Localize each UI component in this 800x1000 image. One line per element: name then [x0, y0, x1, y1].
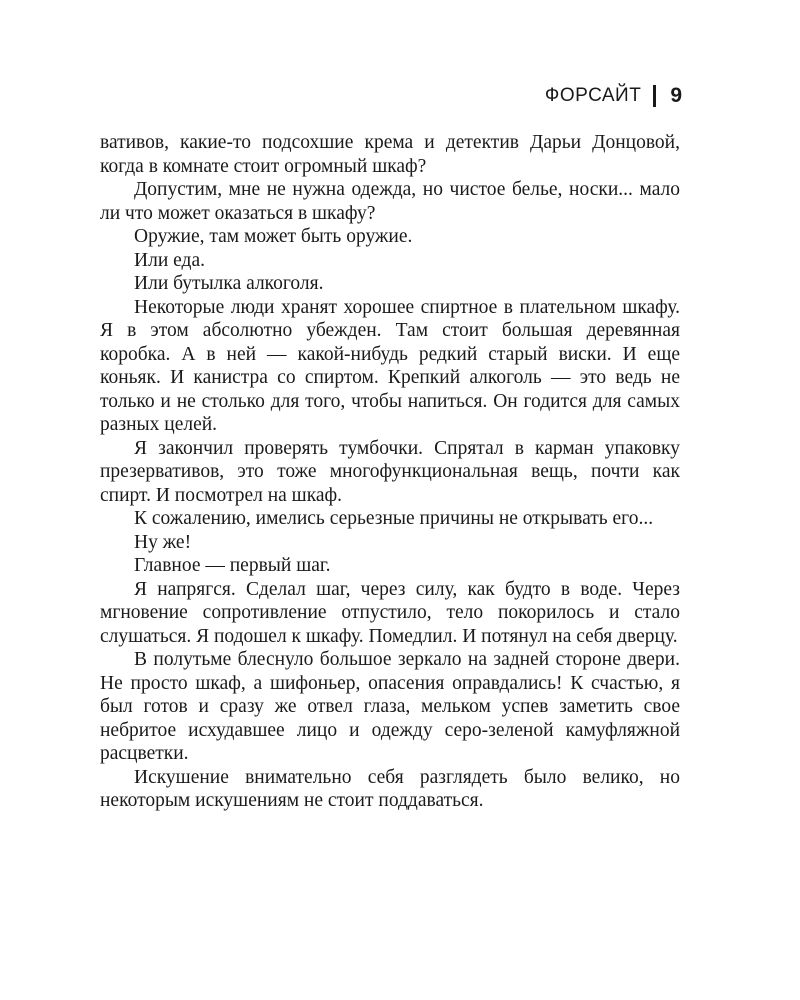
paragraph: вативов, какие-то подсохшие крема и детектив Дарьи Донцовой, когда в комнате стоит огромный шкаф?: [100, 132, 680, 177]
paragraph: Я напрягся. Сделал шаг, через силу, как будто в воде. Через мгновение сопротивление отпустило, тело покорилось и стало слушаться. Я подошел к шкафу. Помедлил. И потянул на себя дверцу.: [100, 578, 680, 647]
paragraph: Ну же!: [134, 531, 192, 553]
paragraph: Я закончил проверять тумбочки. Спрятал в карман упаковку презервативов, это тоже многофункциональная вещь, почти как спирт. И посмотрел на шкаф.: [100, 437, 680, 506]
paragraph: Главное — первый шаг.: [134, 555, 331, 576]
running-title: ФОРСАЙТ: [544, 85, 642, 106]
body-text: [100, 131, 680, 813]
paragraph: Искушение внимательно себя разглядеть было велико, но некоторым искушениям не стоит поддаваться.: [100, 766, 680, 811]
header-divider: [653, 85, 656, 107]
paragraph: Допустим, мне не нужна одежда, но чистое белье, носки... мало ли что может оказаться в шкафу?: [100, 179, 680, 224]
paragraph: В полутьме блеснуло большое зеркало на задней стороне двери. Не просто шкаф, а шифоньер, опасения оправдались! К счастью, я был готов и сразу же отвел глаза, мельком успев заметить свое небритое исхудавшее лицо и одежду серо-зеленой камуфляжной расцветки.: [100, 649, 680, 764]
paragraph: К сожалению, имелись серьезные причины не открывать его...: [134, 508, 654, 529]
paragraph: Или бутылка алкоголя.: [134, 273, 324, 294]
paragraph: Некоторые люди хранят хорошее спиртное в плательном шкафу. Я в этом абсолютно убежден. Там стоит большая деревянная коробка. А в ней — какой-нибудь редкий старый виски. И еще коньяк. И канистра со спиртом. Крепкий алкоголь — это ведь не только и не столько для того, чтобы напиться. Он годится для самых разных целей.: [100, 296, 680, 435]
paragraph: Или еда.: [134, 249, 205, 271]
running-header: [545, 84, 682, 108]
page-number: 9: [670, 84, 682, 107]
paragraph: Оружие, там может быть оружие.: [134, 226, 413, 247]
